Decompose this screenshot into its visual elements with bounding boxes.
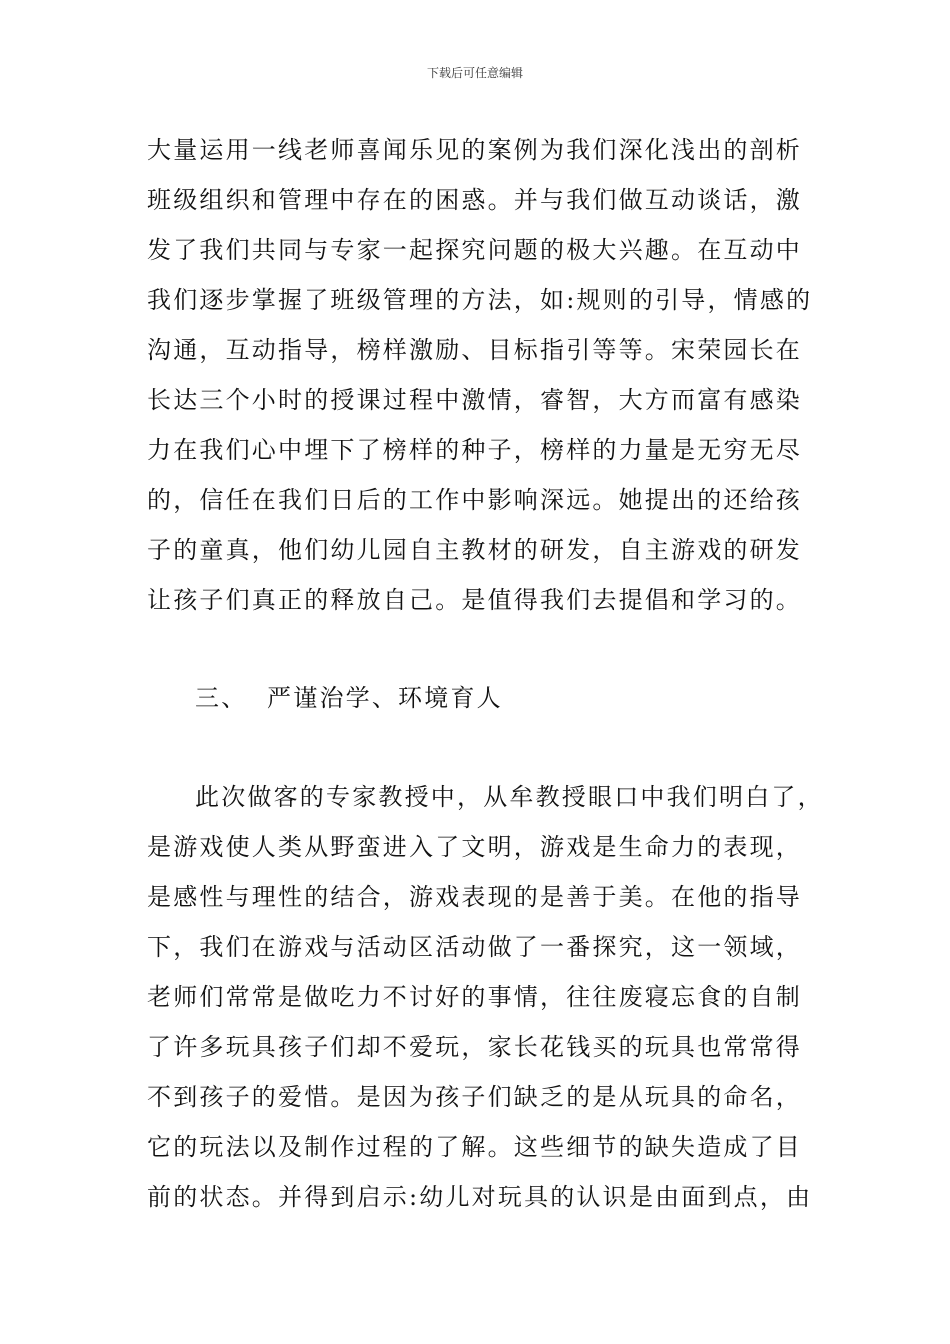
paragraph-1-line: 让孩子们真正的释放自己。是值得我们去提倡和学习的。 bbox=[147, 586, 802, 614]
paragraph-1-line: 力在我们心中埋下了榜样的种子，榜样的力量是无穷无尽 bbox=[147, 436, 802, 464]
paragraph-2-line: 它的玩法以及制作过程的了解。这些细节的缺失造成了目 bbox=[147, 1133, 802, 1161]
paragraph-1-line: 的，信任在我们日后的工作中影响深远。她提出的还给孩 bbox=[147, 486, 802, 514]
section-heading: 三、 严谨治学、环境育人 bbox=[195, 684, 503, 712]
paragraph-1-line: 我们逐步掌握了班级管理的方法，如:规则的引导，情感的 bbox=[147, 286, 813, 314]
paragraph-2-line: 是游戏使人类从野蛮进入了文明，游戏是生命力的表现， bbox=[147, 833, 802, 861]
paragraph-2-line: 了许多玩具孩子们却不爱玩，家长花钱买的玩具也常常得 bbox=[147, 1033, 802, 1061]
paragraph-1-line: 发了我们共同与专家一起探究问题的极大兴趣。在互动中 bbox=[147, 236, 802, 264]
paragraph-2-line: 不到孩子的爱惜。是因为孩子们缺乏的是从玩具的命名， bbox=[147, 1083, 802, 1111]
paragraph-1-line: 沟通，互动指导，榜样激励、目标指引等等。宋荣园长在 bbox=[147, 336, 802, 364]
page-header: 下载后可任意编辑 bbox=[426, 66, 523, 80]
paragraph-2-line: 下，我们在游戏与活动区活动做了一番探究，这一领域， bbox=[147, 933, 802, 961]
paragraph-1-line: 大量运用一线老师喜闻乐见的案例为我们深化浅出的剖析 bbox=[147, 136, 802, 164]
paragraph-1-line: 班级组织和管理中存在的困惑。并与我们做互动谈话，激 bbox=[147, 186, 802, 214]
paragraph-2-line: 老师们常常是做吃力不讨好的事情，往往废寝忘食的自制 bbox=[147, 983, 802, 1011]
paragraph-1-line: 子的童真，他们幼儿园自主教材的研发，自主游戏的研发 bbox=[147, 536, 802, 564]
paragraph-2-line: 前的状态。并得到启示:幼儿对玩具的认识是由面到点，由 bbox=[147, 1183, 813, 1211]
paragraph-2-line: 是感性与理性的结合，游戏表现的是善于美。在他的指导 bbox=[147, 883, 802, 911]
paragraph-2-line: 此次做客的专家教授中，从牟教授眼口中我们明白了， bbox=[195, 783, 824, 811]
paragraph-1-line: 长达三个小时的授课过程中激情，睿智，大方而富有感染 bbox=[147, 386, 802, 414]
